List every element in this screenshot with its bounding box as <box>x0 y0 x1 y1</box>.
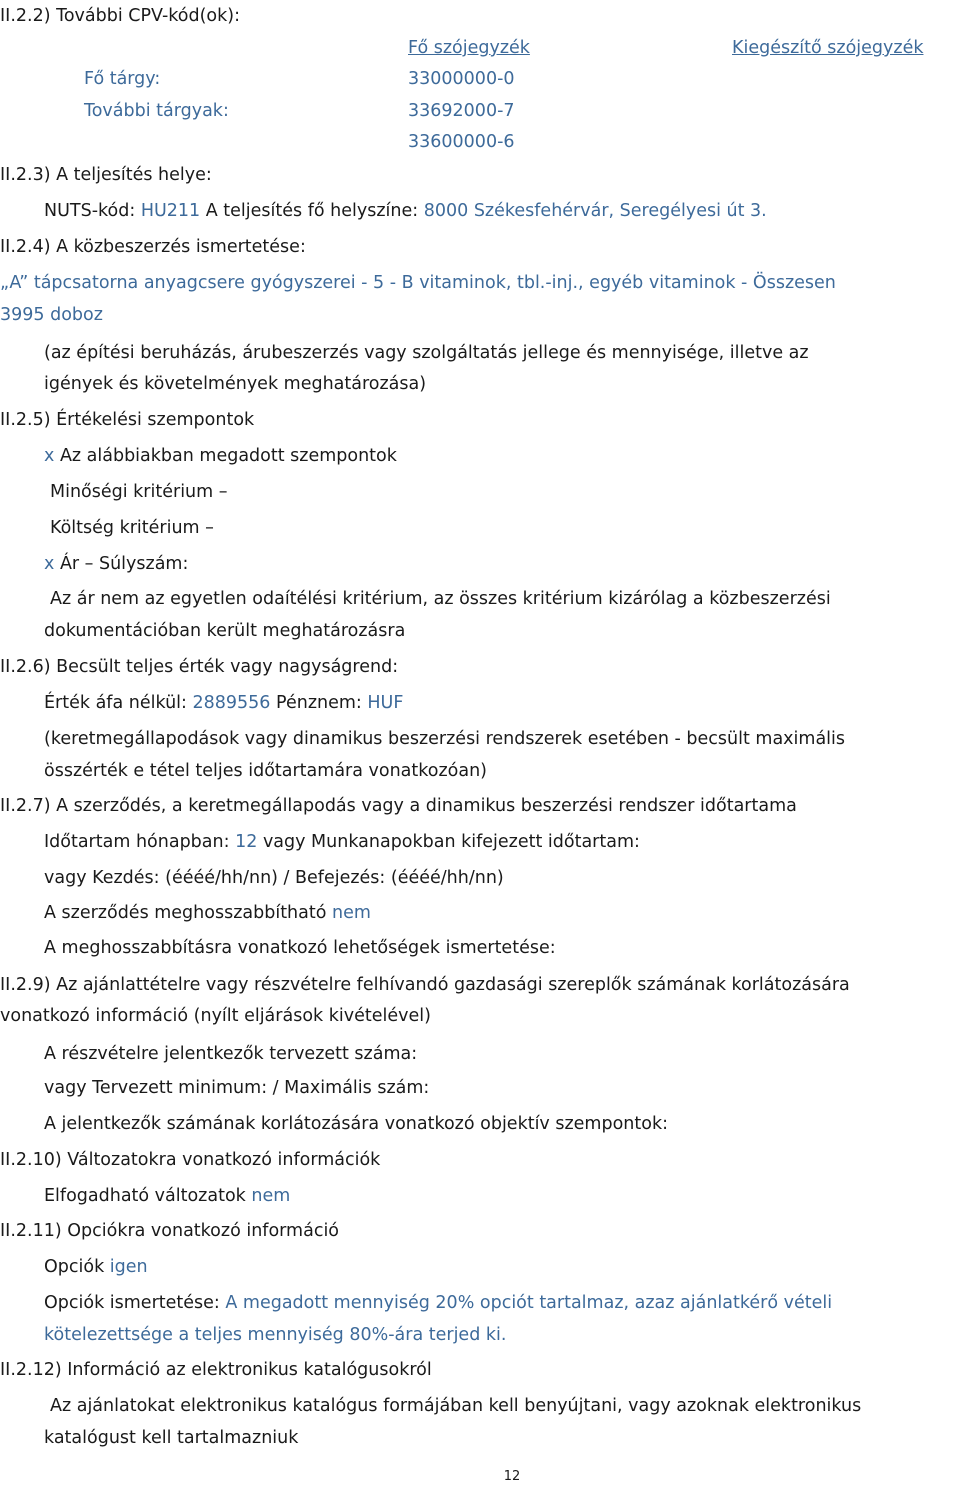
criteria-given-label: Az alábbiakban megadott szempontok <box>59 446 397 466</box>
main-subject-code: 33000000-0 <box>408 69 515 89</box>
days-label: vagy Munkanapokban kifejezett időtartam: <box>262 832 640 852</box>
criteria-note: Az ár nem az egyetlen odaítélési kritérium, az összes kritérium kizárólag a közbeszerzési <box>50 589 831 609</box>
nuts-label: NUTS-kód: <box>44 201 136 221</box>
months-label: Időtartam hónapban: <box>44 832 230 852</box>
estimate-note: összérték e tétel teljes időtartamára vonatkozóan) <box>44 761 488 781</box>
criteria-note: dokumentációban került meghatározásra <box>44 621 406 641</box>
limits-minmax: vagy Tervezett minimum: / Maximális szám: <box>44 1078 430 1098</box>
limits-heading: vonatkozó információ (nyílt eljárások kivételével) <box>0 1006 431 1026</box>
months: 12 <box>235 832 258 852</box>
description-heading: II.2.4) A közbeszerzés ismertetése: <box>0 237 306 257</box>
limits-heading: II.2.9) Az ajánlattételre vagy részvételre felhívandó gazdasági szereplők számának korlátozására <box>0 975 850 995</box>
checkmark: x <box>44 446 55 466</box>
description-text: „A” tápcsatorna anyagcsere gyógyszerei - 5 - B vitaminok, tbl.-inj., egyéb vitaminok - Összesen <box>0 273 836 293</box>
description-note: igények és követelmények meghatározása) <box>44 374 427 394</box>
renewable-label: A szerződés meghosszabbítható <box>44 903 327 923</box>
variants-line <box>44 1185 290 1207</box>
price-label: Ár – Súlyszám: <box>59 554 189 574</box>
currency: HUF <box>367 693 404 713</box>
duration-heading: II.2.7) A szerződés, a keretmegállapodás vagy a dinamikus beszerzési rendszer időtartama <box>0 796 797 816</box>
value-label: Érték áfa nélkül: <box>44 693 187 713</box>
variants-label: Elfogadható változatok <box>44 1186 246 1206</box>
price-criterion <box>44 553 188 575</box>
currency-label: Pénznem: <box>276 693 362 713</box>
renewable-value: nem <box>332 903 371 923</box>
options-value: igen <box>109 1257 148 1277</box>
page-number: 12 <box>503 1469 521 1484</box>
options-desc: A megadott mennyiség 20% opciót tartalmaz, azaz ajánlatkérő vételi <box>225 1293 833 1313</box>
cpv-col-supp: Kiegészítő szójegyzék <box>732 38 924 58</box>
nuts-code: HU211 <box>140 201 201 221</box>
description-note: (az építési beruházás, árubeszerzés vagy szolgáltatás jellege és mennyisége, illetve az <box>44 343 809 363</box>
variants-heading: II.2.10) Változatokra vonatkozó információk <box>0 1150 381 1170</box>
place-line <box>44 200 767 222</box>
catalogue-text: Az ajánlatokat elektronikus katalógus formájában kell benyújtani, vagy azoknak elektronikus <box>50 1396 862 1416</box>
description-text: 3995 doboz <box>0 305 103 325</box>
estimate-note: (keretmegállapodások vagy dinamikus beszerzési rendszerek esetében - becsült maximális <box>44 729 846 749</box>
quality-criterion: Minőségi kritérium – <box>50 482 228 502</box>
renewal-description: A meghosszabbításra vonatkozó lehetőségek ismertetése: <box>44 938 556 958</box>
catalogue-text: katalógust kell tartalmazniuk <box>44 1428 299 1448</box>
options-label: Opciók <box>44 1257 105 1277</box>
limits-objective: A jelentkezők számának korlátozására vonatkozó objektív szempontok: <box>44 1114 668 1134</box>
criteria-given <box>44 445 397 467</box>
cpv-heading: II.2.2) További CPV-kód(ok): <box>0 6 241 26</box>
cost-criterion: Költség kritérium – <box>50 518 214 538</box>
criteria-heading: II.2.5) Értékelési szempontok <box>0 410 255 430</box>
options-heading: II.2.11) Opciókra vonatkozó információ <box>0 1221 340 1241</box>
options-desc: kötelezettsége a teljes mennyiség 80%-ára terjed ki. <box>44 1325 507 1345</box>
additional-label: További tárgyak: <box>84 101 229 121</box>
site-label: A teljesítés fő helyszíne: <box>205 201 419 221</box>
place-heading: II.2.3) A teljesítés helye: <box>0 165 212 185</box>
value: 2889556 <box>192 693 271 713</box>
duration-dates: vagy Kezdés: (éééé/hh/nn) / Befejezés: (éééé/hh/nn) <box>44 868 504 888</box>
options-desc-line <box>44 1292 832 1314</box>
duration-months-line <box>44 831 640 853</box>
additional-code: 33600000-6 <box>408 132 515 152</box>
checkmark: x <box>44 554 55 574</box>
variants-value: nem <box>251 1186 291 1206</box>
cpv-col-main: Fő szójegyzék <box>408 38 530 58</box>
main-subject-label: Fő tárgy: <box>84 69 161 89</box>
options-line <box>44 1256 148 1278</box>
catalogue-heading: II.2.12) Információ az elektronikus katalógusokról <box>0 1360 432 1380</box>
options-desc-label: Opciók ismertetése: <box>44 1293 220 1313</box>
estimate-heading: II.2.6) Becsült teljes érték vagy nagyságrend: <box>0 657 399 677</box>
renewable-line <box>44 902 371 924</box>
additional-code: 33692000-7 <box>408 101 515 121</box>
limits-planned: A részvételre jelentkezők tervezett száma: <box>44 1044 418 1064</box>
estimate-value-line <box>44 692 403 714</box>
site-value: 8000 Székesfehérvár, Seregélyesi út 3. <box>423 201 767 221</box>
